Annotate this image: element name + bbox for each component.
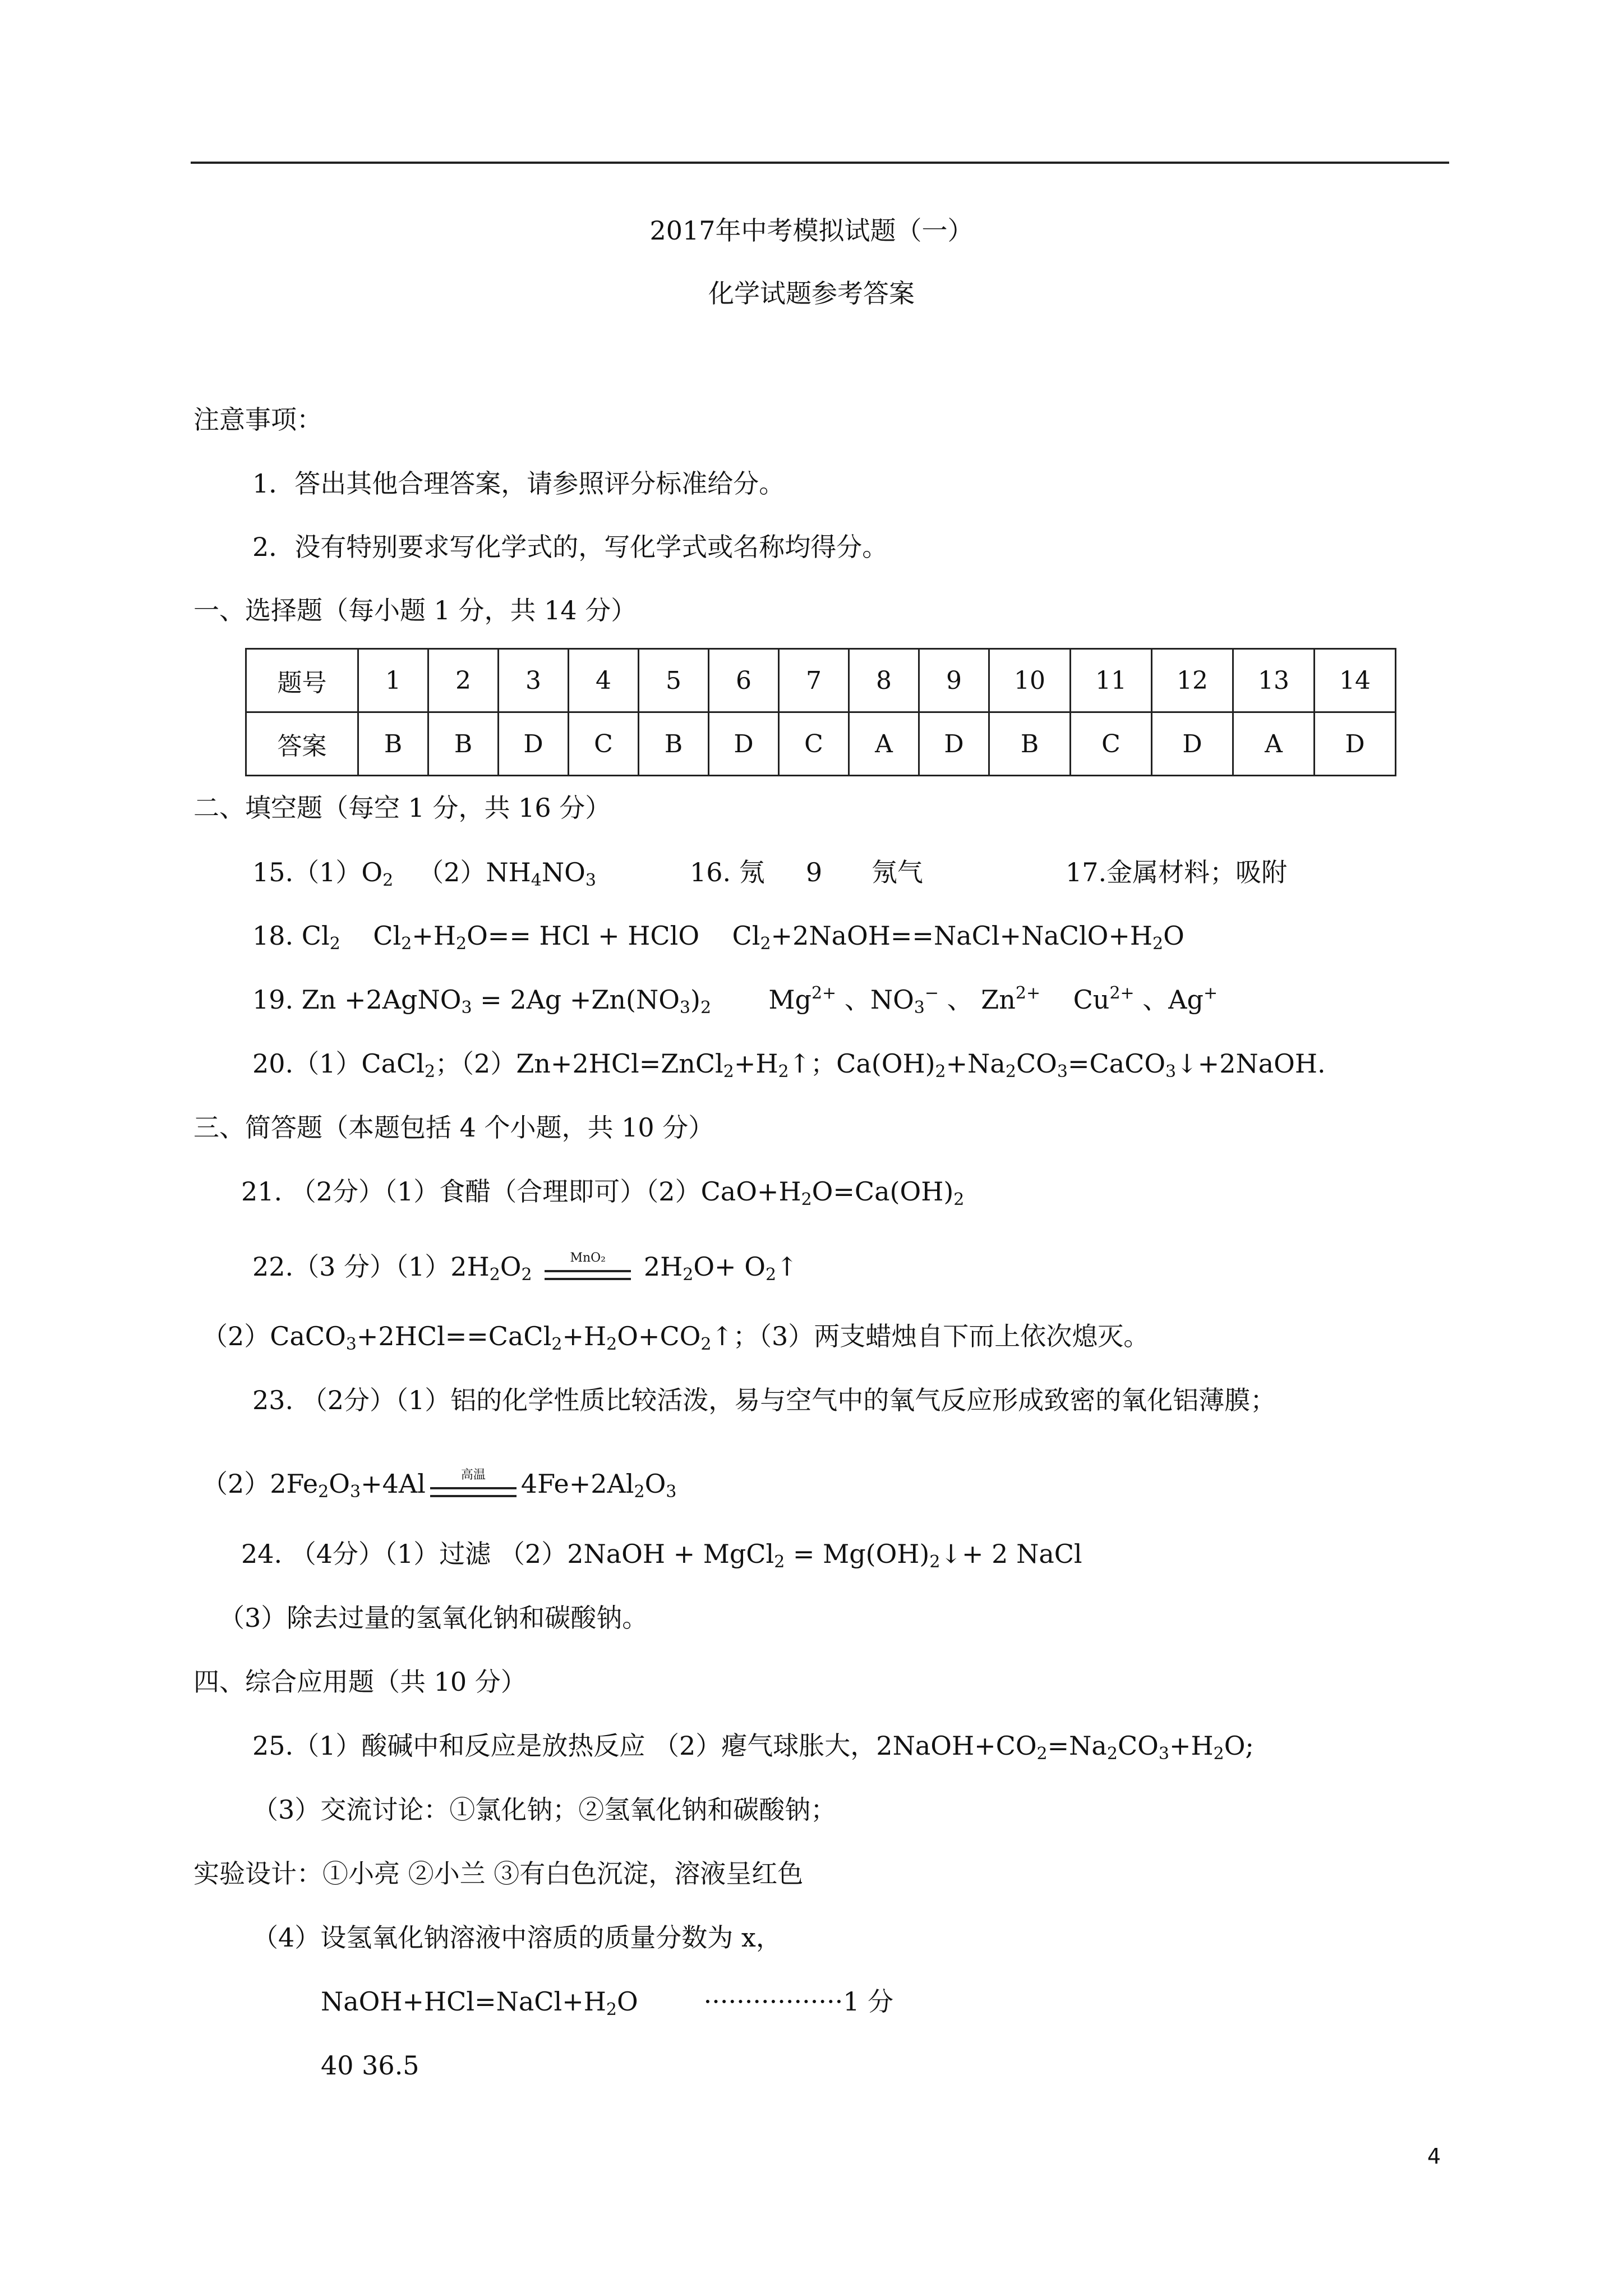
- answer-q25-masses: 40 36.5: [321, 2050, 419, 2081]
- table-cell-number: 1: [358, 649, 428, 712]
- section2-heading: 二、填空题（每空 1 分，共 16 分）: [193, 793, 611, 823]
- table-cell-number: 13: [1233, 649, 1315, 712]
- answer-q22-part2: $(2)CaCO_3+2HCl==CaCl_2+H_2O+CO_2↑$；（3）两支蜡烛自下而上依次熄灭。: [202, 1321, 1150, 1354]
- answer-q20: 20.（1）CaCl$_2$；$(2)Zn+2HCl=ZnCl_2+H_2↑$；$Ca(OH)_2+Na_2CO_3=CaCO_3↓+2NaOH$.: [252, 1048, 1326, 1082]
- exam-title: 2017年中考模拟试题（一）: [649, 215, 974, 246]
- answer-q25-part1: 25.（1）酸碱中和反应是放热反应 （2）瘪气球胀大，$2NaOH+CO_2=Na_2CO_3+H_2O$;: [252, 1731, 1254, 1764]
- answer-q24-part1: 24. （4分）（1）过滤 （2）2NaOH + MgCl$_2$ = $Mg(OH)_2↓+ 2$ NaCl: [241, 1539, 1082, 1572]
- section1-heading: 一、选择题（每小题 1 分，共 14 分）: [193, 595, 637, 625]
- table-cell-number: 14: [1315, 649, 1396, 712]
- reaction-arrow-catalyst: [540, 1252, 635, 1286]
- answer-q18: 18. $Cl_2$ $Cl_2+H_2O==$ HCl + HClO $Cl_2+2NaOH==NaCl+NaClO+H_2O$: [252, 921, 1184, 954]
- answer-q25-part3: （3）交流讨论：①氯化钠；②氢氧化钠和碳酸钠；: [252, 1795, 837, 1825]
- reaction-condition: MnO₂: [570, 1251, 606, 1265]
- table-cell-label: 答案: [246, 712, 358, 776]
- answer-q25-experiment: 实验设计：①小亮 ②小兰 ③有白色沉淀，溶液呈红色: [193, 1858, 804, 1889]
- answer-q16: 16. 氖 9 氖气: [690, 857, 923, 887]
- table-cell-answer: D: [499, 712, 569, 776]
- table-cell-number: 8: [849, 649, 919, 712]
- reaction-arrow-high-temp: [426, 1469, 521, 1503]
- answer-q22-part1: 22.（3 分）$(1)2H_2O_2$ MnO₂ $2H_2O+$ $O_2↑$: [252, 1251, 798, 1285]
- section4-heading: 四、综合应用题（共 10 分）: [193, 1667, 527, 1697]
- table-cell-answer: D: [1152, 712, 1233, 776]
- answer-q17: 17.金属材料；吸附: [1066, 857, 1288, 887]
- answer-q21: 21. （2分）（1）食醋（合理即可）$(2)CaO+H_2O=Ca(OH)_2$: [241, 1176, 965, 1209]
- table-cell-answer: D: [919, 712, 989, 776]
- table-cell-answer: A: [1233, 712, 1315, 776]
- table-cell-answer: B: [358, 712, 428, 776]
- table-cell-answer: D: [1315, 712, 1396, 776]
- equals-sign: [430, 1487, 517, 1497]
- table-cell-answer: D: [709, 712, 779, 776]
- note-item-2: 2．没有特别要求写化学式的，写化学式或名称均得分。: [252, 532, 888, 562]
- equals-sign: [545, 1270, 631, 1280]
- answer-q23-part2: $(2)2Fe_2O_3+4Al$ 高温 $4Fe+2Al_2O_3$: [202, 1468, 677, 1502]
- section3-heading: 三、简答题（本题包括 4 个小题，共 10 分）: [193, 1112, 714, 1143]
- reaction-condition: 高温: [460, 1468, 486, 1482]
- table-row-answers: [246, 712, 1396, 776]
- notes-heading: 注意事项：: [193, 404, 322, 435]
- table-cell-number: 11: [1071, 649, 1152, 712]
- table-cell-answer: C: [569, 712, 639, 776]
- note-item-1: 1．答出其他合理答案，请参照评分标准给分。: [252, 468, 785, 499]
- table-cell-number: 12: [1152, 649, 1233, 712]
- table-cell-answer: B: [428, 712, 499, 776]
- table-cell-number: 10: [989, 649, 1071, 712]
- answer-q25-equation: $NaOH+HCl=NaCl+H_2O$ ·················1 分: [321, 1986, 894, 2019]
- page-number: 4: [1427, 2144, 1441, 2169]
- table-cell-answer: C: [779, 712, 849, 776]
- table-cell-number: 2: [428, 649, 499, 712]
- answer-q19: 19. Zn +2AgNO$_3$ = $2Ag +Zn(NO_3)_2$ $Mg^{2+}$ 、$NO_3^-$ 、 $Zn^{2+}$ $Cu^{2+}$ 、Ag+: [252, 983, 1218, 1018]
- table-cell-answer: C: [1071, 712, 1152, 776]
- table-cell-number: 3: [499, 649, 569, 712]
- table-cell-number: 5: [639, 649, 709, 712]
- table-cell-number: 4: [569, 649, 639, 712]
- exam-subtitle: 化学试题参考答案: [708, 278, 915, 309]
- table-cell-answer: B: [639, 712, 709, 776]
- table-cell-label: 题号: [246, 649, 358, 712]
- table-cell-number: 7: [779, 649, 849, 712]
- table-cell-answer: A: [849, 712, 919, 776]
- answer-q15: $15.(1)O_2$ $(2)NH_4NO_3$: [252, 857, 596, 890]
- answer-table: [245, 648, 1396, 776]
- answer-q23-part1: 23. （2分）（1）铝的化学性质比较活泼，易与空气中的氧气反应形成致密的氧化铝薄膜；: [252, 1385, 1276, 1415]
- table-cell-number: 9: [919, 649, 989, 712]
- table-cell-number: 6: [709, 649, 779, 712]
- answer-q24-part2: （3）除去过量的氢氧化钠和碳酸钠。: [219, 1603, 648, 1633]
- answer-q25-part4: （4）设氢氧化钠溶液中溶质的质量分数为 x，: [252, 1922, 782, 1953]
- table-cell-answer: B: [989, 712, 1071, 776]
- table-row-numbers: [246, 649, 1396, 712]
- header-rule: [191, 162, 1449, 164]
